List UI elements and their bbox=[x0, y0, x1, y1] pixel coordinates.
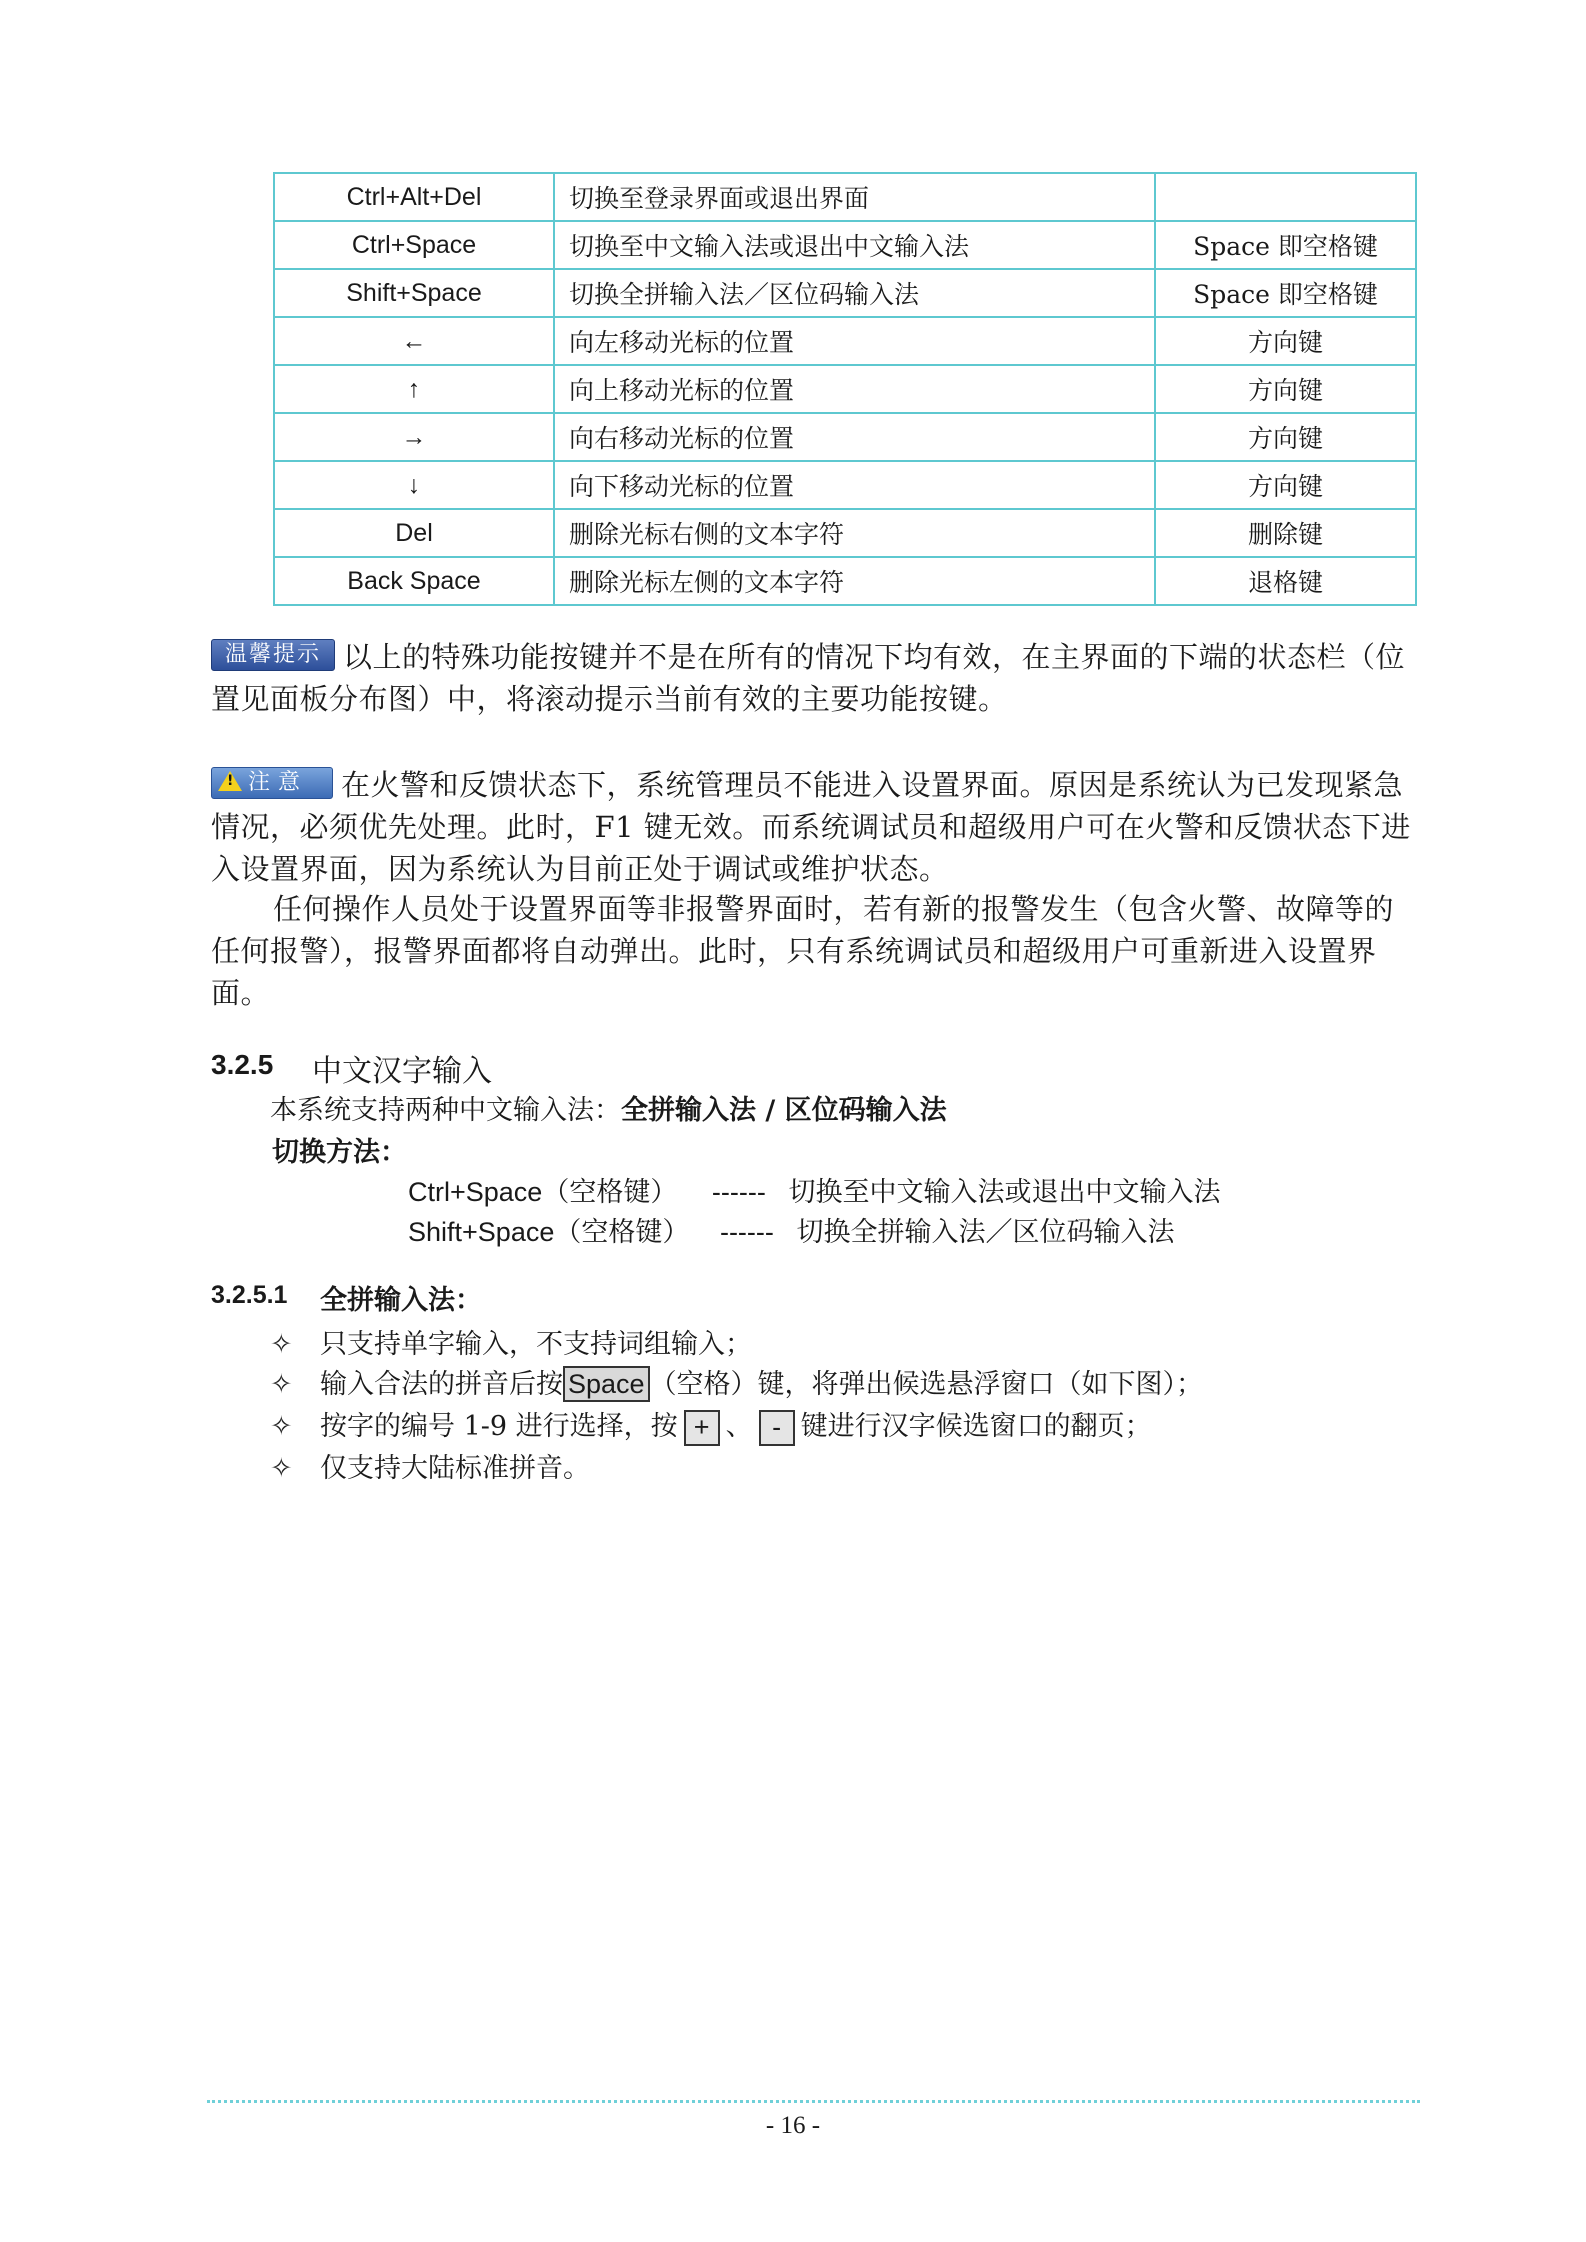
key-cell-text: ↑ bbox=[407, 374, 421, 403]
bullet-mark-icon: ✧ bbox=[270, 1369, 293, 1400]
switch-key-2: Shift+Space（空格键） bbox=[408, 1217, 690, 1247]
space-keycap: Space bbox=[563, 1366, 650, 1402]
notice-paragraph-2 bbox=[211, 888, 1419, 1014]
note-cell bbox=[1155, 173, 1416, 221]
bullet-item-1 bbox=[270, 1322, 752, 1361]
note-cell bbox=[1155, 317, 1416, 365]
key-cell bbox=[274, 557, 554, 605]
note-cell-text: 退格键 bbox=[1247, 568, 1323, 597]
notice-badge bbox=[211, 767, 333, 799]
switch-desc-2: 切换全拼输入法／区位码输入法 bbox=[796, 1217, 1175, 1248]
minus-keycap: - bbox=[759, 1410, 795, 1446]
table-row bbox=[274, 557, 1416, 605]
bullet-text-2b: （空格）键，将弹出候选悬浮窗口（如下图）； bbox=[649, 1369, 1204, 1400]
function-cell bbox=[554, 461, 1155, 509]
warning-icon bbox=[218, 771, 242, 791]
section-title: 中文汉字输入 bbox=[312, 1054, 492, 1089]
switch-key-1: Ctrl+Space（空格键） bbox=[408, 1177, 678, 1207]
function-cell bbox=[554, 413, 1155, 461]
switch-label: 切换方法： bbox=[272, 1137, 407, 1168]
note-cell bbox=[1155, 509, 1416, 557]
note-cell-text: Space 即空格键 bbox=[1193, 232, 1378, 261]
bullet-text-2a: 输入合法的拼音后按 bbox=[320, 1369, 563, 1400]
bullet-item-3 bbox=[270, 1404, 1152, 1446]
key-cell bbox=[274, 317, 554, 365]
table-row bbox=[274, 269, 1416, 317]
function-cell bbox=[554, 317, 1155, 365]
function-cell bbox=[554, 221, 1155, 269]
function-cell-text: 切换全拼输入法／区位码输入法 bbox=[569, 280, 920, 309]
switch-dash-2: ------ bbox=[719, 1217, 774, 1247]
page-number: - 16 - bbox=[765, 2112, 821, 2139]
plus-keycap: + bbox=[684, 1410, 720, 1446]
function-cell-text: 向上移动光标的位置 bbox=[569, 376, 795, 405]
note-cell-text: 方向键 bbox=[1247, 472, 1323, 501]
note-cell-text: 方向键 bbox=[1247, 328, 1323, 357]
table-row bbox=[274, 365, 1416, 413]
section-number: 3.2.5 bbox=[211, 1049, 274, 1080]
subsection-number: 3.2.5.1 bbox=[211, 1281, 288, 1309]
note-cell-text: 删除键 bbox=[1247, 520, 1323, 549]
note-cell bbox=[1155, 221, 1416, 269]
function-cell bbox=[554, 509, 1155, 557]
note-cell-text: 方向键 bbox=[1247, 424, 1323, 453]
switch-line-2 bbox=[408, 1210, 1175, 1249]
key-cell bbox=[274, 509, 554, 557]
key-cell-text: Ctrl+Alt+Del bbox=[346, 182, 482, 211]
intro-prefix: 本系统支持两种中文输入法： bbox=[270, 1095, 621, 1126]
bullet-text-4: 仅支持大陆标准拼音。 bbox=[320, 1453, 590, 1484]
bullet-mark-icon: ✧ bbox=[270, 1329, 293, 1360]
bullet-text-3a: 按字的编号 1-9 进行选择，按 bbox=[320, 1411, 678, 1442]
notice-badge-label: 注 意 bbox=[248, 770, 301, 795]
key-cell-text: Del bbox=[395, 518, 433, 547]
note-cell bbox=[1155, 461, 1416, 509]
bullet-sep: 、 bbox=[725, 1411, 753, 1442]
tip-badge: 温馨提示 bbox=[211, 639, 335, 671]
key-cell bbox=[274, 365, 554, 413]
subsection-title: 全拼输入法： bbox=[320, 1285, 482, 1316]
function-cell bbox=[554, 269, 1155, 317]
bullet-text-1: 只支持单字输入，不支持词组输入； bbox=[320, 1329, 752, 1360]
note-cell bbox=[1155, 557, 1416, 605]
table-row bbox=[274, 173, 1416, 221]
key-cell bbox=[274, 173, 554, 221]
function-cell-text: 向下移动光标的位置 bbox=[569, 472, 795, 501]
note-cell bbox=[1155, 269, 1416, 317]
bullet-item-2 bbox=[270, 1362, 1203, 1402]
function-cell-text: 切换至登录界面或退出界面 bbox=[569, 184, 870, 213]
key-cell-text: Back Space bbox=[347, 566, 481, 595]
section-intro bbox=[270, 1088, 947, 1127]
table-row bbox=[274, 317, 1416, 365]
table-row bbox=[274, 413, 1416, 461]
notice-paragraph bbox=[211, 764, 1419, 890]
key-cell-text: Shift+Space bbox=[346, 278, 482, 307]
footer-rule bbox=[207, 2100, 1420, 2103]
function-cell bbox=[554, 365, 1155, 413]
bullet-mark-icon: ✧ bbox=[270, 1453, 293, 1484]
note-cell-text: Space 即空格键 bbox=[1193, 280, 1378, 309]
note-cell bbox=[1155, 413, 1416, 461]
notice-text-2: 任何操作人员处于设置界面等非报警界面时，若有新的报警发生（包含火警、故障等的任何报警），报警界面都将自动弹出。此时，只有系统调试员和超级用户可重新进入设置界面。 bbox=[211, 892, 1395, 1010]
key-cell-text: → bbox=[401, 422, 427, 451]
key-cell-text: ← bbox=[401, 326, 427, 355]
bullet-item-4 bbox=[270, 1446, 590, 1485]
tip-paragraph bbox=[211, 636, 1419, 720]
shortcut-key-table-body bbox=[274, 173, 1416, 605]
switch-dash-1: ------ bbox=[711, 1177, 766, 1207]
function-cell-text: 删除光标左侧的文本字符 bbox=[569, 568, 845, 597]
key-cell bbox=[274, 269, 554, 317]
key-cell bbox=[274, 413, 554, 461]
switch-desc-1: 切换至中文输入法或退出中文输入法 bbox=[788, 1177, 1221, 1208]
bullet-text-3b: 键进行汉字候选窗口的翻页； bbox=[800, 1411, 1152, 1442]
shortcut-key-table bbox=[273, 172, 1417, 606]
function-cell-text: 向左移动光标的位置 bbox=[569, 328, 795, 357]
note-cell bbox=[1155, 365, 1416, 413]
key-cell bbox=[274, 221, 554, 269]
function-cell-text: 切换至中文输入法或退出中文输入法 bbox=[569, 232, 970, 261]
function-cell bbox=[554, 557, 1155, 605]
note-cell-text: 方向键 bbox=[1247, 376, 1323, 405]
intro-methods: 全拼输入法 / 区位码输入法 bbox=[621, 1095, 947, 1126]
function-cell bbox=[554, 173, 1155, 221]
bullet-mark-icon: ✧ bbox=[270, 1411, 293, 1442]
table-row bbox=[274, 509, 1416, 557]
key-cell-text: Ctrl+Space bbox=[351, 230, 477, 259]
tip-text: 以上的特殊功能按键并不是在所有的情况下均有效，在主界面的下端的状态栏（位置见面板分布图）中，将滚动提示当前有效的主要功能按键。 bbox=[211, 640, 1406, 716]
function-cell-text: 向右移动光标的位置 bbox=[569, 424, 795, 453]
switch-line-1 bbox=[408, 1170, 1220, 1209]
table-row bbox=[274, 221, 1416, 269]
key-cell bbox=[274, 461, 554, 509]
table-row bbox=[274, 461, 1416, 509]
key-cell-text: ↓ bbox=[407, 470, 421, 499]
function-cell-text: 删除光标右侧的文本字符 bbox=[569, 520, 845, 549]
notice-text: 在火警和反馈状态下，系统管理员不能进入设置界面。原因是系统认为已发现紧急情况，必须优先处理。此时，F1 键无效。而系统调试员和超级用户可在火警和反馈状态下进入设置界面，因为系统认为目前正处于调试或维护状态。 bbox=[211, 768, 1411, 886]
